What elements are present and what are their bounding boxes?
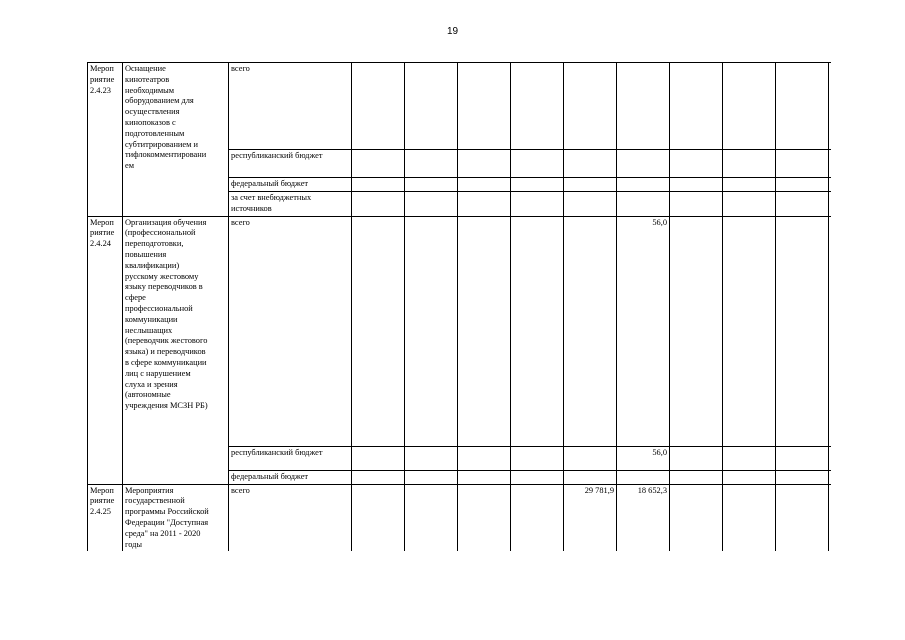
- event-id-cell: Мероп риятие 2.4.25: [88, 484, 123, 551]
- funding-source-cell: республиканский бюджет: [229, 446, 352, 470]
- event-id-cell: Мероп риятие 2.4.23: [88, 63, 123, 217]
- amount-cell: [405, 216, 458, 446]
- funding-source-cell: всего: [229, 216, 352, 446]
- amount-cell: [670, 192, 723, 217]
- amount-cell: [670, 63, 723, 150]
- amount-cell: [829, 63, 832, 150]
- amount-cell: [511, 470, 564, 484]
- amount-cell: [776, 470, 829, 484]
- amount-cell: [511, 192, 564, 217]
- amount-cell: [511, 178, 564, 192]
- amount-cell: [564, 63, 617, 150]
- amount-cell: [670, 178, 723, 192]
- amount-cell: [352, 178, 405, 192]
- amount-cell: [776, 216, 829, 446]
- amount-cell: [829, 178, 832, 192]
- amount-cell: [776, 178, 829, 192]
- amount-cell: [670, 484, 723, 551]
- event-name-cell: Оснащение кинотеатров необходимым оборудованием для осуществления кинопоказов с подготовленным субтитрированием и тифлокомментировани ем: [123, 63, 229, 217]
- amount-cell: [352, 216, 405, 446]
- amount-cell: 56,0: [617, 216, 670, 446]
- amount-cell: [564, 470, 617, 484]
- amount-cell: [829, 150, 832, 178]
- amount-cell: [564, 192, 617, 217]
- funding-source-cell: республиканский бюджет: [229, 150, 352, 178]
- amount-cell: [352, 192, 405, 217]
- amount-cell: [511, 446, 564, 470]
- amount-cell: 18 652,3: [617, 484, 670, 551]
- amount-cell: [829, 192, 832, 217]
- amount-cell: [776, 150, 829, 178]
- amount-cell: [723, 446, 776, 470]
- amount-cell: 56,0: [617, 446, 670, 470]
- amount-cell: [776, 484, 829, 551]
- amount-cell: [617, 63, 670, 150]
- amount-cell: [352, 446, 405, 470]
- amount-cell: [458, 178, 511, 192]
- amount-cell: [829, 446, 832, 470]
- table-row: [88, 63, 832, 150]
- amount-cell: [829, 484, 832, 551]
- funding-source-cell: федеральный бюджет: [229, 178, 352, 192]
- amount-cell: [405, 150, 458, 178]
- amount-cell: [564, 216, 617, 446]
- amount-cell: [829, 470, 832, 484]
- amount-cell: [617, 150, 670, 178]
- amount-cell: [829, 216, 832, 446]
- amount-cell: 29 781,9: [564, 484, 617, 551]
- amount-cell: [458, 192, 511, 217]
- amount-cell: [352, 63, 405, 150]
- table-body: [88, 63, 832, 552]
- amount-cell: [352, 484, 405, 551]
- amount-cell: [617, 470, 670, 484]
- funding-source-cell: федеральный бюджет: [229, 470, 352, 484]
- amount-cell: [776, 63, 829, 150]
- amount-cell: [405, 446, 458, 470]
- amount-cell: [405, 470, 458, 484]
- amount-cell: [564, 150, 617, 178]
- program-table: [87, 62, 831, 551]
- amount-cell: [776, 192, 829, 217]
- event-name-cell: Организация обучения (профессиональной переподготовки, повышения квалификации) русскому жестовому языку переводчиков в сфере профессиональной коммуникации неслышащих (переводчик жестового языка) и переводчиков в сфере коммуникации лиц с нарушением слуха и зрения (автономные учреждения МСЗН РБ): [123, 216, 229, 484]
- amount-cell: [670, 446, 723, 470]
- funding-source-cell: за счет внебюджетных источников: [229, 192, 352, 217]
- amount-cell: [723, 484, 776, 551]
- amount-cell: [458, 150, 511, 178]
- funding-source-cell: всего: [229, 63, 352, 150]
- amount-cell: [670, 470, 723, 484]
- amount-cell: [511, 216, 564, 446]
- table-row: [88, 216, 832, 446]
- amount-cell: [723, 150, 776, 178]
- amount-cell: [617, 178, 670, 192]
- amount-cell: [458, 470, 511, 484]
- amount-cell: [511, 63, 564, 150]
- amount-cell: [723, 192, 776, 217]
- amount-cell: [723, 63, 776, 150]
- amount-cell: [564, 178, 617, 192]
- amount-cell: [723, 470, 776, 484]
- amount-cell: [405, 63, 458, 150]
- amount-cell: [617, 192, 670, 217]
- program-table-wrapper: [87, 62, 831, 551]
- amount-cell: [458, 446, 511, 470]
- amount-cell: [670, 150, 723, 178]
- amount-cell: [670, 216, 723, 446]
- amount-cell: [723, 178, 776, 192]
- funding-source-cell: всего: [229, 484, 352, 551]
- amount-cell: [405, 484, 458, 551]
- event-name-cell: Мероприятия государственной программы Российской Федерации "Доступная среда" на 2011 - 2020 годы: [123, 484, 229, 551]
- page-number: 19: [446, 26, 459, 37]
- amount-cell: [776, 446, 829, 470]
- amount-cell: [352, 470, 405, 484]
- amount-cell: [511, 484, 564, 551]
- amount-cell: [511, 150, 564, 178]
- amount-cell: [723, 216, 776, 446]
- table-row: [88, 484, 832, 551]
- amount-cell: [458, 484, 511, 551]
- event-id-cell: Мероп риятие 2.4.24: [88, 216, 123, 484]
- amount-cell: [405, 192, 458, 217]
- amount-cell: [405, 178, 458, 192]
- amount-cell: [564, 446, 617, 470]
- amount-cell: [458, 63, 511, 150]
- amount-cell: [458, 216, 511, 446]
- amount-cell: [352, 150, 405, 178]
